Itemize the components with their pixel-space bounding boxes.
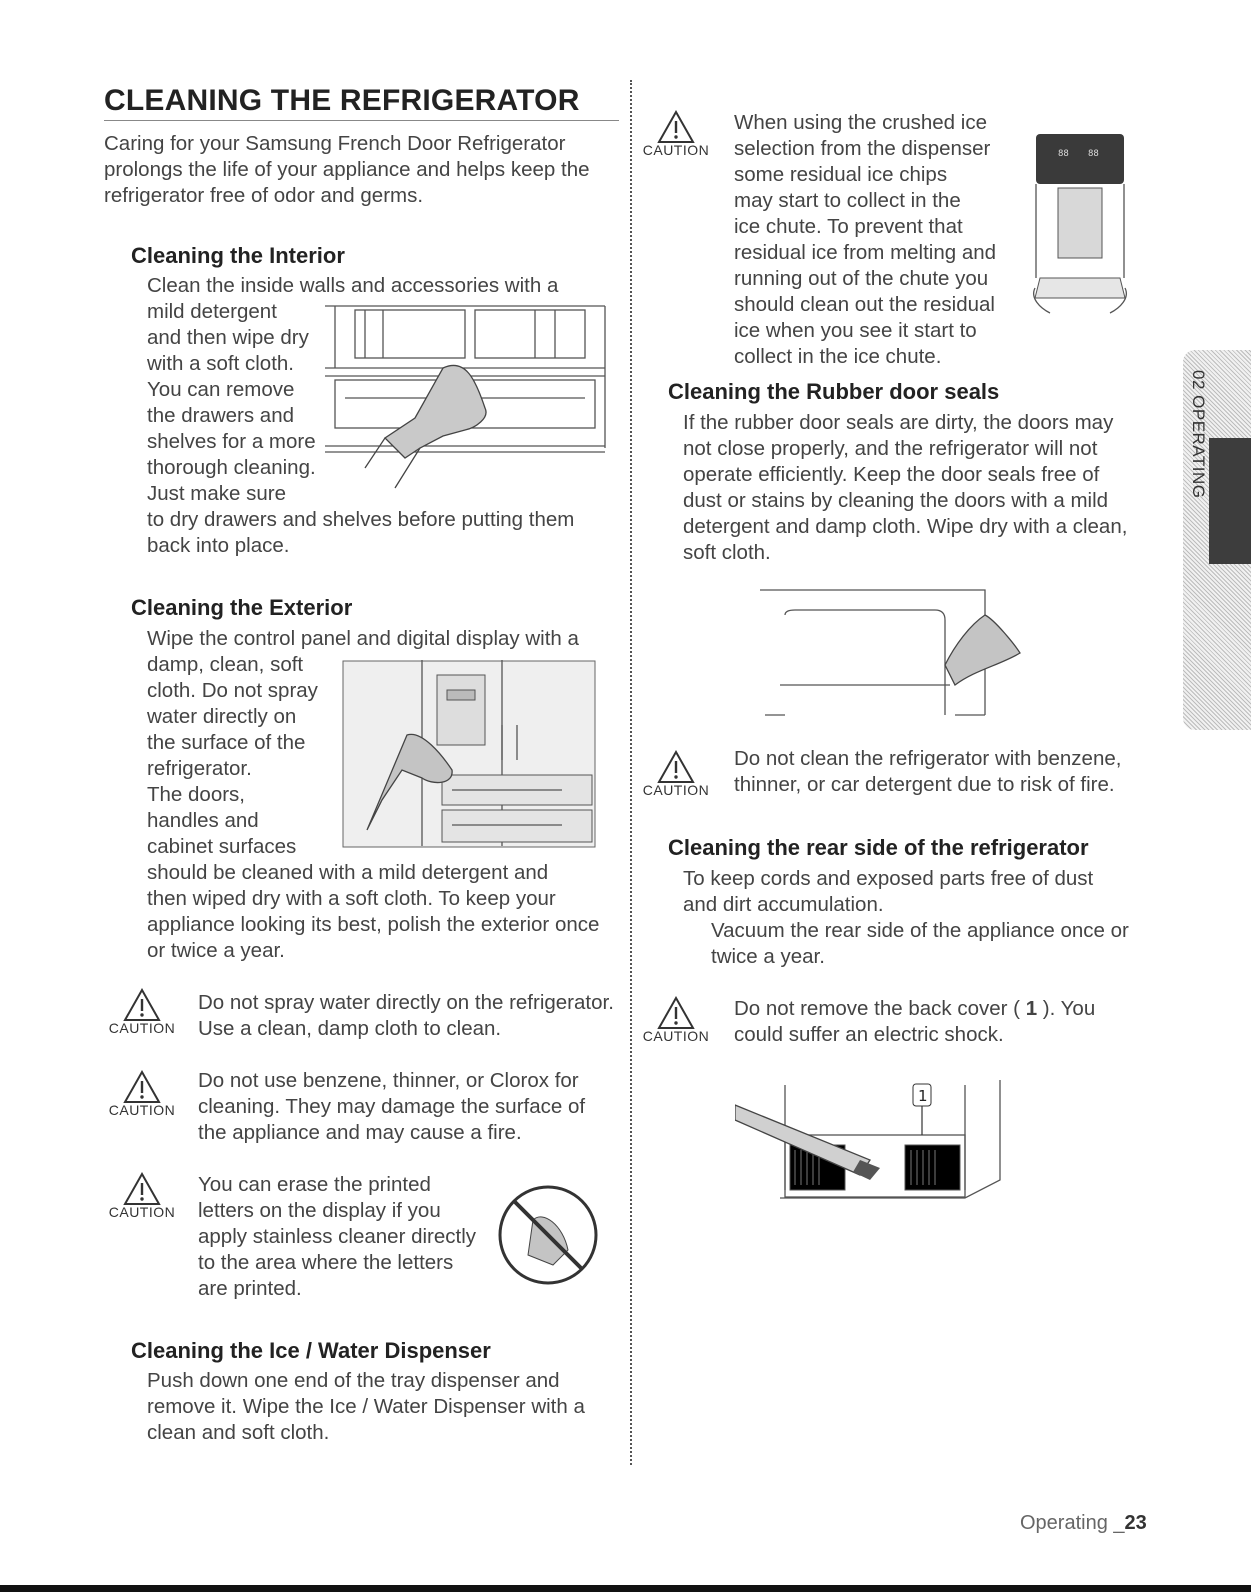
text-line: You can erase the printed <box>198 1173 431 1196</box>
caution-text <box>734 746 1154 798</box>
chapter-side-tab-label: 02 OPERATING <box>1189 370 1208 499</box>
text-line: or twice a year. <box>147 939 285 962</box>
caution-label: CAUTION <box>108 1204 176 1220</box>
heading-dispenser: Cleaning the Ice / Water Dispenser <box>131 1338 491 1363</box>
caution-badge <box>100 988 184 1048</box>
text-line: to the area where the letters <box>198 1251 454 1274</box>
text-line: damp, clean, soft <box>147 653 304 676</box>
page-title: CLEANING THE REFRIGERATOR <box>104 84 619 121</box>
door-seal-illustration <box>755 575 1025 720</box>
exterior-wiping-illustration <box>342 660 597 850</box>
text-line: shelves for a more <box>147 430 316 453</box>
text-span: ). You <box>1037 997 1096 1020</box>
caution-badge <box>100 1172 184 1232</box>
warning-triangle-icon <box>123 1172 161 1206</box>
display-digits: 88 <box>1058 149 1069 159</box>
text-line: refrigerator. <box>147 757 252 780</box>
text-line: appliance looking its best, polish the exterior once <box>147 913 600 936</box>
chapter-side-tab-marker <box>1209 438 1251 564</box>
interior-drawers-illustration <box>325 298 610 490</box>
text-line: soft cloth. <box>683 541 771 564</box>
text-span: Do not remove the back cover ( <box>734 997 1026 1020</box>
text-line: residual ice from melting and <box>734 241 997 264</box>
text-line: cloth. Do not spray <box>147 679 318 702</box>
text-line: Do not spray water directly on the refrigerator. <box>198 991 614 1014</box>
text-line <box>734 996 1154 1022</box>
caution-badge <box>634 996 718 1056</box>
text-line: mild detergent <box>147 300 277 323</box>
text-line: cabinet surfaces <box>147 835 297 858</box>
text-line: letters on the display if you <box>198 1199 441 1222</box>
rear-subtext <box>711 918 1151 970</box>
intro-paragraph <box>104 131 624 209</box>
text-line: water directly on <box>147 705 297 728</box>
rear-cover-illustration <box>735 1080 1010 1205</box>
page-number: 23 <box>1124 1512 1147 1534</box>
text-line: You can remove <box>147 378 295 401</box>
text-line: clean and soft cloth. <box>147 1421 330 1444</box>
warning-triangle-icon <box>657 750 695 784</box>
heading-exterior: Cleaning the Exterior <box>131 595 353 620</box>
text-line: the drawers and <box>147 404 295 427</box>
intro-line: refrigerator free of odor and germs. <box>104 184 424 207</box>
dispenser-illustration <box>1030 128 1130 343</box>
warning-triangle-icon <box>123 988 161 1022</box>
heading-rear-side: Cleaning the rear side of the refrigerator <box>668 835 1089 860</box>
text-line: then wiped dry with a soft cloth. To keep your <box>147 887 556 910</box>
text-line: Push down one end of the tray dispenser and <box>147 1369 560 1392</box>
text-line: Clean the inside walls and accessories with a <box>147 274 559 297</box>
no-cloth-prohibited-icon <box>493 1180 603 1290</box>
caution-badge <box>634 750 718 810</box>
text-line: handles and <box>147 809 259 832</box>
callout-reference: 1 <box>1025 997 1038 1020</box>
text-line: If the rubber door seals are dirty, the doors may <box>683 411 1114 434</box>
caution-badge <box>634 110 718 170</box>
bottom-rule <box>0 1585 1251 1592</box>
text-line: should clean out the residual <box>734 293 995 316</box>
caution-text <box>734 110 1024 370</box>
text-line: are printed. <box>198 1277 302 1300</box>
column-divider <box>630 80 632 1465</box>
caution-label: CAUTION <box>642 1028 710 1044</box>
warning-triangle-icon <box>657 996 695 1030</box>
heading-interior: Cleaning the Interior <box>131 243 345 268</box>
heading-rubber-seals: Cleaning the Rubber door seals <box>668 379 1000 404</box>
dispenser-text <box>147 1368 617 1446</box>
text-line: thinner, or car detergent due to risk of fire. <box>734 773 1115 796</box>
text-line: Use a clean, damp cloth to clean. <box>198 1017 502 1040</box>
text-line: ice when you see it start to <box>734 319 977 342</box>
warning-triangle-icon <box>123 1070 161 1104</box>
caution-text <box>198 1172 498 1302</box>
text-line: not close properly, and the refrigerator will not <box>683 437 1098 460</box>
intro-line: prolongs the life of your appliance and helps keep the <box>104 158 590 181</box>
text-line: dust or stains by cleaning the doors with a mild <box>683 489 1109 512</box>
text-line: operate efficiently. Keep the door seals free of <box>683 463 1100 486</box>
text-line: Vacuum the rear side of the appliance once or <box>711 919 1129 942</box>
text-line: twice a year. <box>711 945 825 968</box>
text-line: cleaning. They may damage the surface of <box>198 1095 586 1118</box>
text-line: detergent and damp cloth. Wipe dry with a clean, <box>683 515 1128 538</box>
text-line: Wipe the control panel and digital display with a <box>147 627 579 650</box>
page-footer <box>1020 1512 1147 1535</box>
caution-label: CAUTION <box>108 1020 176 1036</box>
text-line: Do not clean the refrigerator with benzene, <box>734 747 1122 770</box>
caution-text <box>198 990 628 1042</box>
rear-text <box>683 866 1153 918</box>
text-line: back into place. <box>147 534 290 557</box>
footer-section: Operating _ <box>1020 1512 1125 1534</box>
text-line: ice chute. To prevent that <box>734 215 963 238</box>
text-line: apply stainless cleaner directly <box>198 1225 477 1248</box>
caution-label: CAUTION <box>642 142 710 158</box>
text-line: When using the crushed ice <box>734 111 987 134</box>
seals-text <box>683 410 1153 566</box>
text-line: should be cleaned with a mild detergent and <box>147 861 549 884</box>
text-line: may start to collect in the <box>734 189 961 212</box>
intro-line: Caring for your Samsung French Door Refrigerator <box>104 132 566 155</box>
caution-text <box>198 1068 628 1146</box>
text-line: and dirt accumulation. <box>683 893 884 916</box>
text-line: To keep cords and exposed parts free of dust <box>683 867 1094 890</box>
text-line: running out of the chute you <box>734 267 989 290</box>
display-digits: 88 <box>1088 149 1099 159</box>
text-line: Just make sure <box>147 482 286 505</box>
text-line: with a soft cloth. <box>147 352 294 375</box>
text-line: thorough cleaning. <box>147 456 316 479</box>
text-line: The doors, <box>147 783 245 806</box>
text-line: Do not use benzene, thinner, or Clorox for <box>198 1069 579 1092</box>
caution-label: CAUTION <box>108 1102 176 1118</box>
caution-text <box>734 996 1154 1048</box>
text-line: selection from the dispenser <box>734 137 991 160</box>
text-line: the surface of the <box>147 731 306 754</box>
text-line: collect in the ice chute. <box>734 345 942 368</box>
text-line: and then wipe dry <box>147 326 309 349</box>
warning-triangle-icon <box>657 110 695 144</box>
text-line: to dry drawers and shelves before putting them <box>147 508 575 531</box>
callout-number: 1 <box>918 1087 928 1105</box>
text-line: the appliance and may cause a fire. <box>198 1121 522 1144</box>
text-line: remove it. Wipe the Ice / Water Dispenser with a <box>147 1395 585 1418</box>
text-line: could suffer an electric shock. <box>734 1023 1004 1046</box>
caution-badge <box>100 1070 184 1130</box>
text-line: some residual ice chips <box>734 163 948 186</box>
caution-label: CAUTION <box>642 782 710 798</box>
